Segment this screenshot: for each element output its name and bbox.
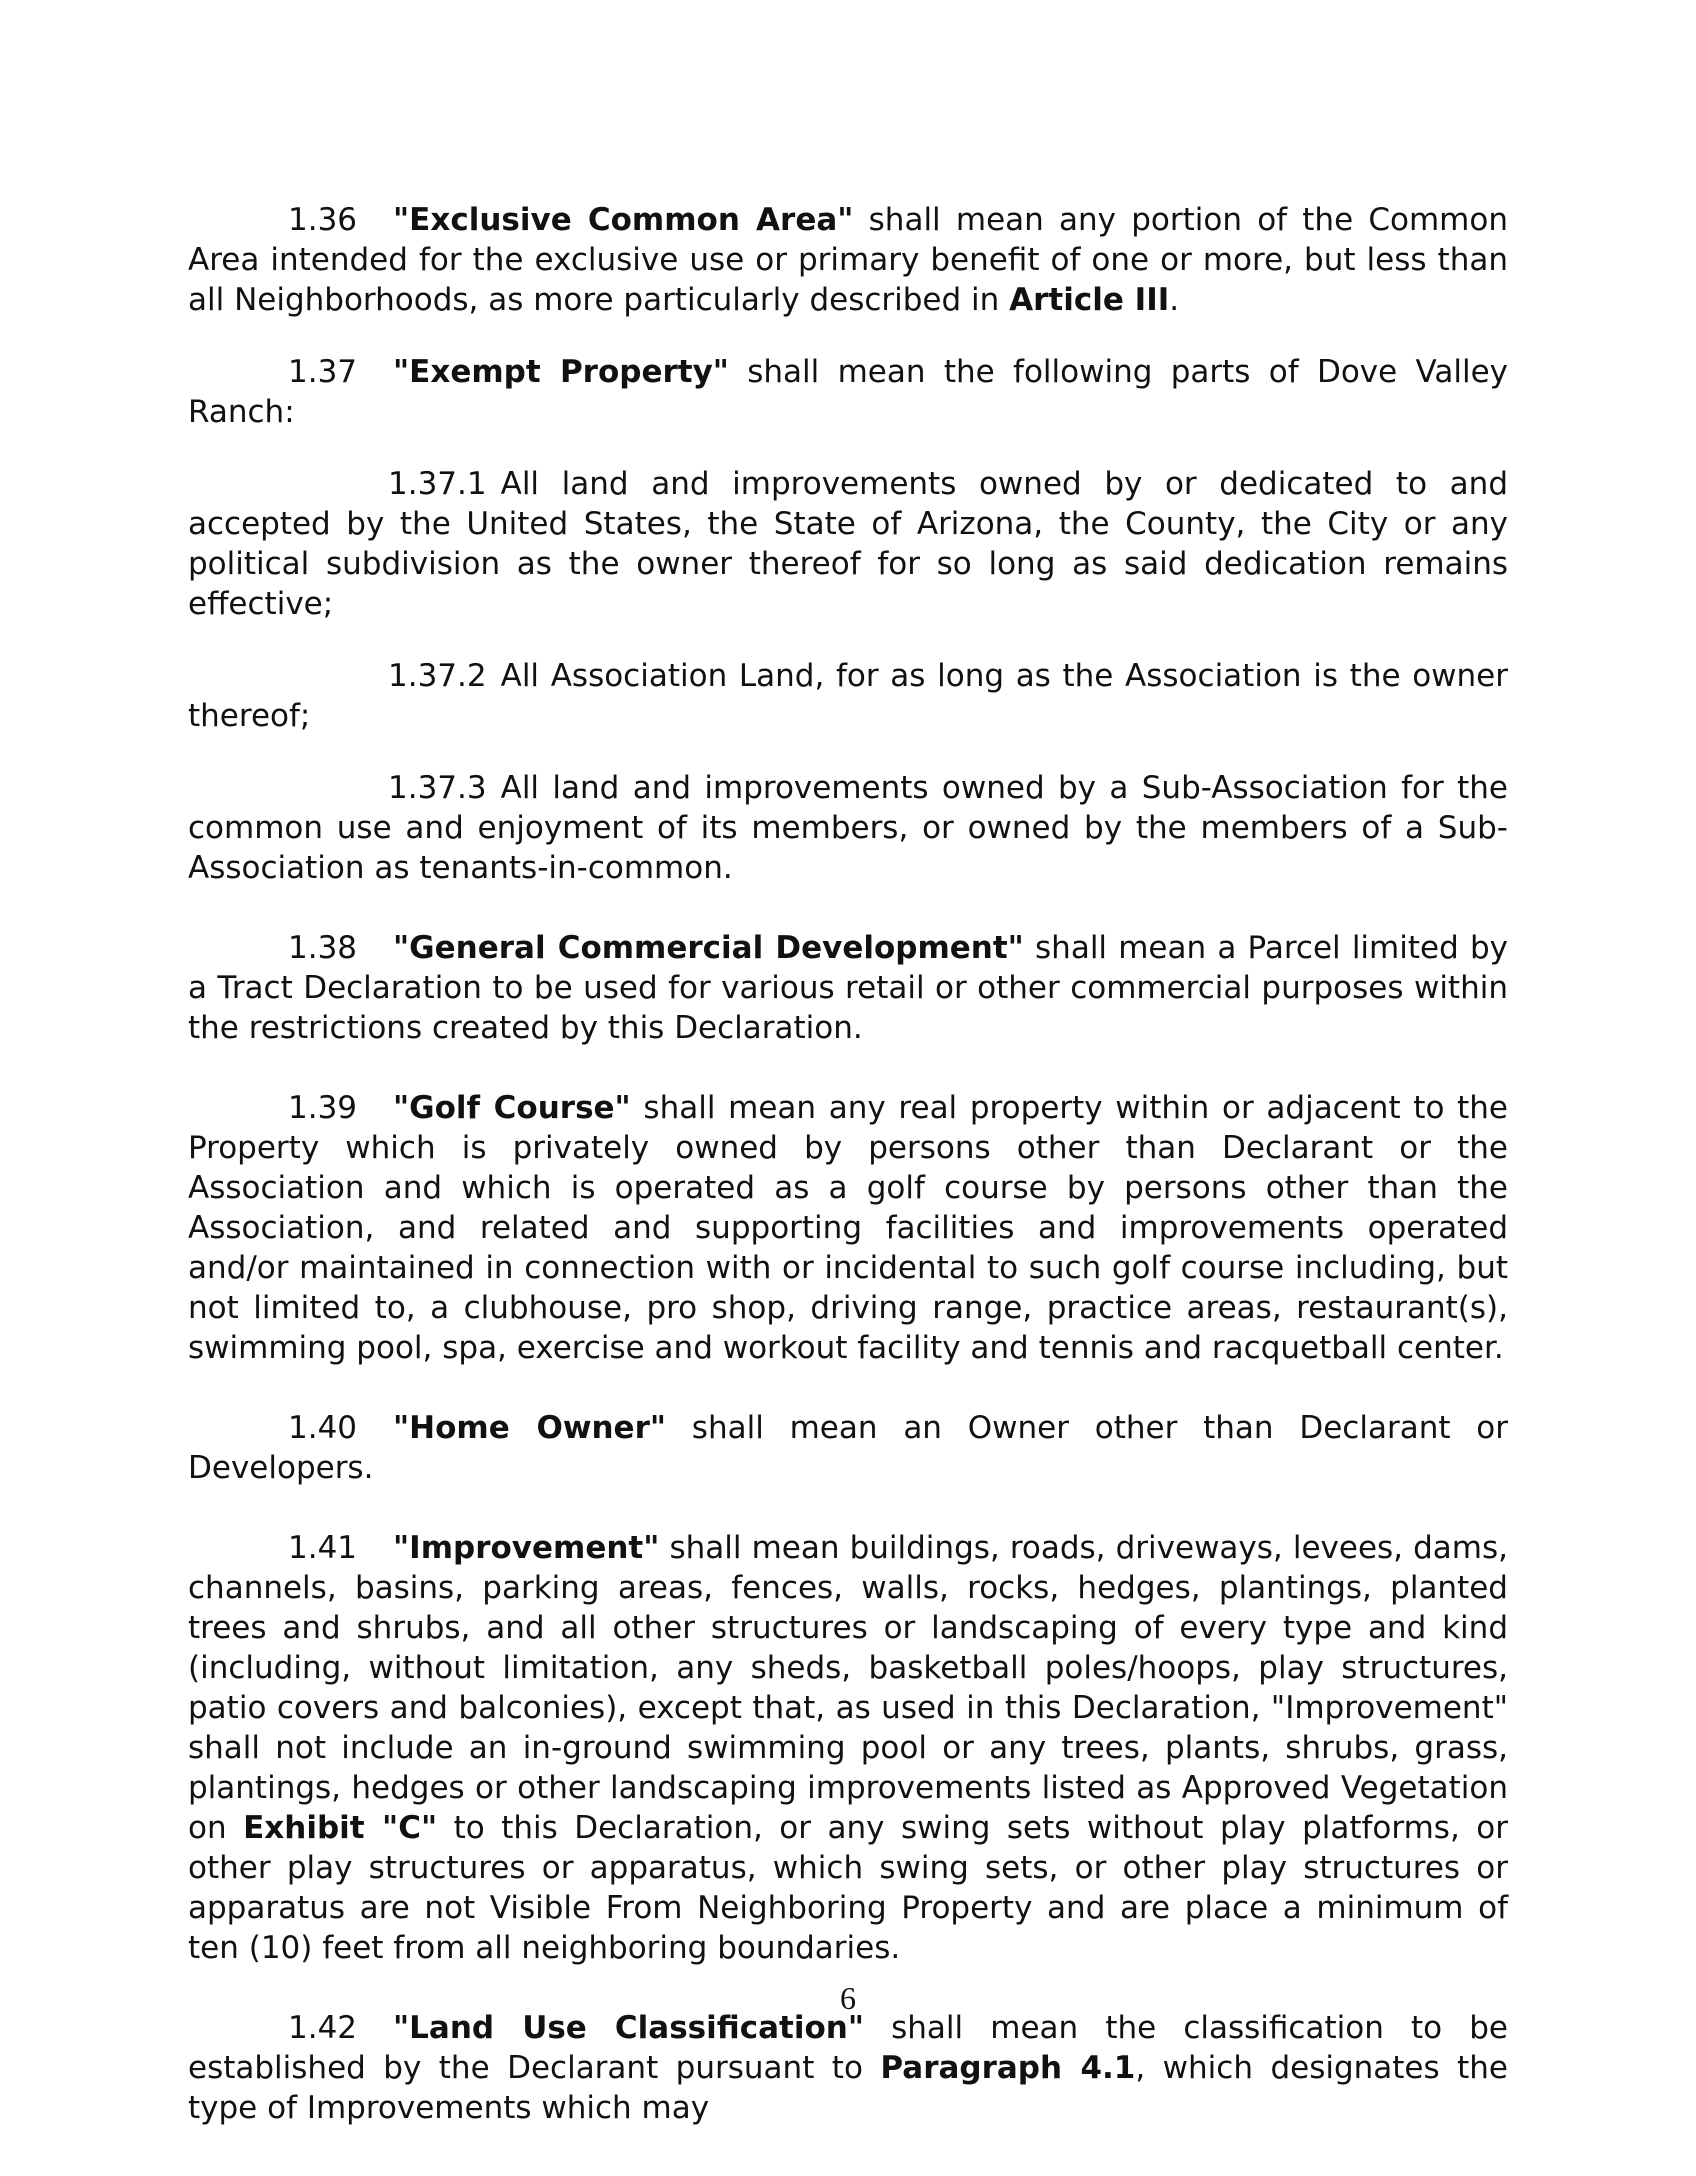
section-number: 1.37.2 [388,658,487,694]
page-number: 6 [840,1980,856,2016]
definition-text: shall mean any portion of the Common Area intended for the exclusive use or primary benefit of one or more, but less than all Neighborhoods, as more particularly described in [188,202,1508,318]
paragraph-1-40 [188,1408,1508,1488]
definition-text: All Association Land, for as long as the Association is the owner thereof; [188,658,1508,734]
paragraph-1-37-1 [188,464,1508,624]
defined-term: "Exclusive Common Area" [393,202,854,238]
paragraph-1-39 [188,1088,1508,1368]
section-number: 1.37.1 [388,466,487,502]
paragraph-1-42 [188,2008,1508,2128]
section-number: 1.37 [288,354,358,390]
section-number: 1.38 [288,930,358,966]
section-number: 1.41 [288,1530,358,1566]
section-number: 1.36 [288,202,358,238]
section-number: 1.39 [288,1090,358,1126]
definition-text: shall mean any real property within or adjacent to the Property which is privately owned by persons other than Declarant or the Association and which is operated as a golf course by persons other than the Association, and related and supporting facilities and improvements operated and/or maintained in connection with or incidental to such golf course including, but not limited to, a clubhouse, pro shop, driving range, practice areas, restaurant(s), swimming pool, spa, exercise and workout facility and tennis and racquetball center. [188,1090,1508,1366]
definition-text: shall mean an Owner other than Declarant or Developers. [188,1410,1509,1486]
defined-term: "Improvement" [393,1530,660,1566]
definition-text: All land and improvements owned by a Sub-Association for the common use and enjoyment of its members, or owned by the members of a Sub-Association as tenants-in-common. [188,770,1508,886]
paragraph-1-37-3 [188,768,1508,888]
cross-reference: Article III [1009,282,1170,318]
section-number: 1.42 [288,2010,358,2046]
definition-text: shall mean a Parcel limited by a Tract Declaration to be used for various retail or other commercial purposes within the restrictions created by this Declaration. [188,930,1508,1046]
defined-term: "General Commercial Development" [393,930,1024,966]
section-number: 1.40 [288,1410,358,1446]
paragraph-1-41 [188,1528,1508,1968]
definition-text: to this Declaration, or any swing sets without play platforms, or other play structures or apparatus, which swing sets, or other play structures or apparatus are not Visible From Neighboring Property and are place a minimum of ten (10) feet from all neighboring boundaries. [188,1810,1508,1966]
cross-reference: Exhibit "C" [243,1810,438,1846]
defined-term: "Exempt Property" [393,354,729,390]
definition-text: , which designates the type of Improvements which may [188,2050,1508,2126]
paragraph-1-37 [188,352,1508,432]
definition-text: All land and improvements owned by or dedicated to and accepted by the United States, the State of Arizona, the County, the City or any political subdivision as the owner thereof for so long as said dedication remains effective; [188,466,1508,622]
paragraph-1-37-2 [188,656,1508,736]
definition-text: shall mean the following parts of Dove Valley Ranch: [188,354,1508,430]
defined-term: "Home Owner" [393,1410,667,1446]
paragraph-1-36 [188,200,1508,320]
defined-term: "Golf Course" [393,1090,631,1126]
definition-text: . [1169,282,1180,318]
cross-reference: Paragraph 4.1 [880,2050,1136,2086]
defined-term: "Land Use Classification" [393,2010,864,2046]
section-number: 1.37.3 [388,770,487,806]
definition-text: shall mean buildings, roads, driveways, levees, dams, channels, basins, parking areas, fences, walls, rocks, hedges, plantings, planted trees and shrubs, and all other structures or landscaping of every type and kind (including, without limitation, any sheds, basketball poles/hoops, play structures, patio covers and balconies), except that, as used in this Declaration, "Improvement" shall not include an in-ground swimming pool or any trees, plants, shrubs, grass, plantings, hedges or other landscaping improvements listed as Approved Vegetation on [188,1530,1508,1846]
paragraph-1-38 [188,928,1508,1048]
definition-text: shall mean the classification to be established by the Declarant pursuant to [188,2010,1508,2086]
page-body [188,200,1508,2128]
